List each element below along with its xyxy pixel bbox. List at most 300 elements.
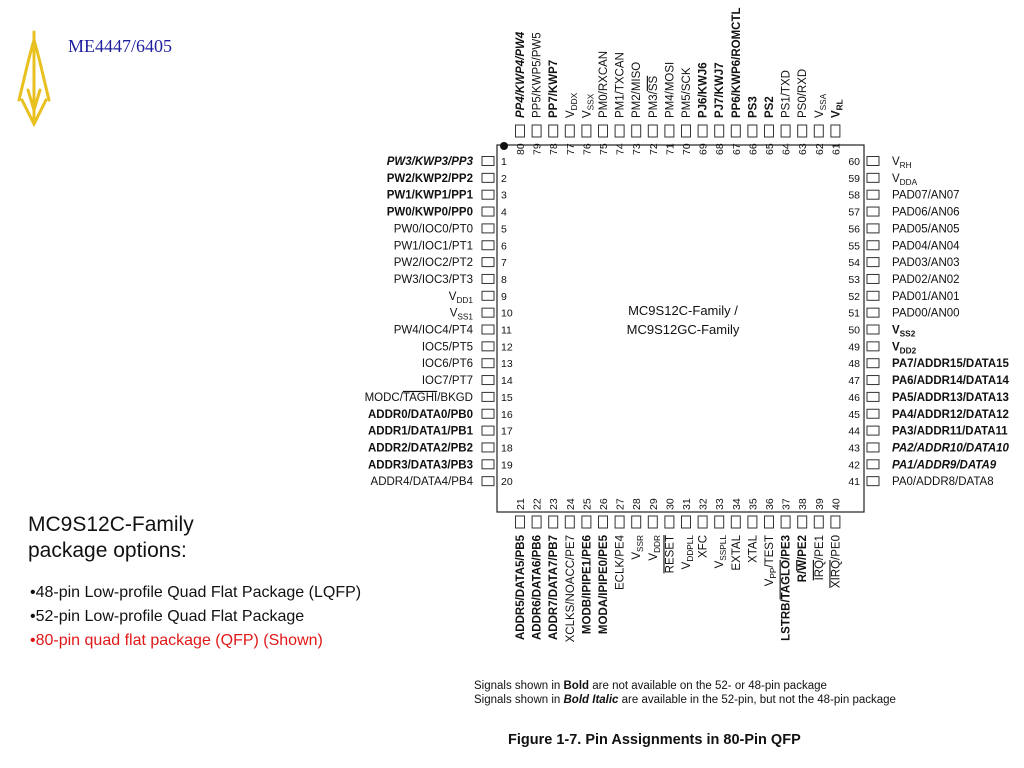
pin-top-79 [532, 32, 544, 155]
pin-label: VSS2 [892, 324, 916, 339]
pin-top-78 [548, 60, 560, 155]
pin-bottom-38 [797, 498, 809, 582]
pin-right-56 [848, 223, 959, 235]
pin-number: 24 [564, 498, 577, 510]
pin-lead [482, 224, 494, 233]
pin-right-50 [848, 325, 915, 339]
pin-lead [482, 274, 494, 283]
pin-number: 7 [501, 257, 507, 270]
pin-label: PJ7/KWJ7 [714, 62, 727, 118]
pin-number: 5 [501, 223, 507, 236]
pin-label: PM0/RXCAN [598, 50, 610, 118]
pin-label: ADDR7/DATA7/PB7 [548, 535, 561, 641]
pin-lead [867, 157, 879, 166]
pin-top-61 [830, 99, 844, 155]
pin-top-63 [797, 69, 809, 155]
pin-number: 21 [515, 498, 527, 510]
pin-lead [615, 125, 624, 137]
pin-left-2 [387, 173, 507, 185]
pin-label: VSSX [581, 93, 596, 118]
pin-number: 48 [848, 358, 860, 371]
pin-left-3 [387, 190, 507, 202]
course-label: ME4447/6405 [68, 36, 173, 56]
pin-lead [615, 516, 624, 528]
pin-lead [482, 308, 494, 317]
pin-number: 19 [501, 459, 513, 472]
pin-label: VRL [830, 99, 845, 118]
pin-number: 25 [581, 498, 594, 510]
pin-number: 37 [780, 498, 793, 510]
pin-lead [798, 125, 807, 137]
pin-number: 39 [813, 498, 826, 510]
pin-top-76 [581, 93, 595, 155]
package-option-52: •52-pin Low-profile Quad Flat Package [30, 608, 305, 625]
pin-right-42 [848, 459, 996, 471]
pin-label: PM3/SS [647, 75, 660, 118]
pin-number: 32 [697, 498, 710, 510]
pin-label: PP5/KWP5/PW5 [531, 32, 544, 118]
pin-number: 64 [780, 143, 793, 155]
pin-right-60 [848, 156, 911, 170]
pin-lead [748, 125, 757, 137]
pin-top-69 [698, 62, 710, 155]
pin-number: 14 [501, 375, 513, 388]
pin-top-80 [515, 31, 527, 155]
pin-bottom-26 [598, 498, 610, 634]
pin-label: PAD01/AN01 [892, 290, 960, 303]
pin-label: PS1/TXD [780, 70, 793, 118]
pin-lead [565, 516, 574, 528]
pin-label: PS3 [747, 96, 760, 118]
pin-label: PW2/IOC2/PT2 [393, 257, 473, 270]
pin-number: 49 [848, 341, 860, 354]
pin-lead [715, 125, 724, 137]
pin-number: 47 [848, 375, 860, 388]
pin-lead [731, 516, 740, 528]
pin-right-58 [848, 190, 959, 202]
pin-number: 66 [747, 143, 760, 155]
pin-lead [867, 308, 879, 317]
pin-label: VRH [892, 156, 912, 170]
pin-lead [632, 516, 641, 528]
pin-lead [549, 516, 558, 528]
pin-lead [482, 258, 494, 267]
pin-lead [482, 426, 494, 435]
pin-bottom-25 [581, 498, 593, 634]
pin-top-77 [565, 92, 579, 155]
pin-right-44 [848, 426, 1008, 438]
pin-label: PW4/IOC4/PT4 [393, 324, 473, 337]
pin-label: PAD03/AN03 [892, 257, 960, 270]
pin-lead [599, 516, 608, 528]
pin-label: EXTAL [730, 535, 743, 571]
pin-lead [867, 241, 879, 250]
pin1-marker [500, 142, 508, 150]
pin-lead [482, 325, 494, 334]
pin-lead [682, 125, 691, 137]
pin-top-75 [598, 51, 610, 155]
pin-lead [532, 125, 541, 137]
pin-label: PW1/KWP1/PP1 [386, 189, 473, 202]
pin-lead [781, 125, 790, 137]
pin-number: 61 [830, 143, 843, 155]
pin-label: MODB/IPIPE1/PE6 [581, 535, 594, 635]
pin-number: 43 [848, 442, 860, 455]
pin-lead [482, 207, 494, 216]
pin-number: 52 [848, 290, 860, 303]
pin-number: 56 [848, 223, 860, 236]
pin-number: 23 [548, 498, 561, 510]
pin-lead [867, 325, 879, 334]
pin-lead [765, 516, 774, 528]
pin-lead [482, 342, 494, 351]
pin-right-49 [848, 341, 916, 355]
pin-top-62 [814, 93, 828, 155]
pin-lead [682, 516, 691, 528]
pin-number: 26 [598, 498, 610, 510]
pin-lead [814, 125, 823, 137]
pin-left-11 [394, 325, 512, 337]
pin-label: IOC7/PT7 [421, 375, 473, 388]
pin-label: MODC/TAGHI/BKGD [364, 391, 473, 404]
pin-label: XFC [697, 535, 710, 558]
pin-number: 30 [664, 498, 677, 510]
pin-lead [599, 125, 608, 137]
pin-lead [482, 291, 494, 300]
pin-top-68 [714, 62, 726, 155]
pin-lead [516, 125, 525, 137]
pin-lead [482, 409, 494, 418]
pin-lead [867, 359, 879, 368]
pin-number: 18 [501, 442, 513, 455]
pin-number: 2 [501, 172, 507, 185]
pin-number: 65 [764, 143, 776, 155]
pin-number: 29 [647, 498, 660, 510]
pin-number: 8 [501, 273, 507, 286]
pin-lead [698, 125, 707, 137]
pin-number: 62 [813, 143, 826, 155]
pin-label: VDDA [892, 172, 918, 187]
pin-number: 68 [714, 143, 727, 155]
pin-bottom-22 [532, 498, 544, 640]
pin-label: PW0/IOC0/PT0 [393, 223, 473, 236]
pin-bottom-33 [714, 498, 728, 568]
pin-number: 55 [848, 240, 860, 253]
pin-number: 33 [714, 498, 727, 510]
pin-label: PA0/ADDR8/DATA8 [892, 476, 994, 489]
pin-number: 76 [581, 143, 594, 155]
pin-label: ADDR0/DATA0/PB0 [367, 408, 473, 421]
pin-label: VSSA [813, 93, 828, 118]
pin-number: 16 [501, 408, 513, 421]
pin-lead [482, 173, 494, 182]
legend-notes [474, 679, 896, 707]
pin-number: 74 [614, 143, 627, 155]
pin-lead [814, 516, 823, 528]
pin-lead [482, 392, 494, 401]
pin-lead [748, 516, 757, 528]
pin-right-45 [848, 409, 1009, 421]
pin-number: 79 [531, 143, 544, 155]
pin-label: ADDR2/DATA2/PB2 [367, 442, 473, 455]
pin-number: 15 [501, 391, 513, 404]
pin-label: VDDR [647, 535, 662, 561]
pin-number: 45 [848, 408, 860, 421]
pin-label: LSTRB/TAGLO/PE3 [780, 535, 793, 641]
pin-number: 11 [501, 324, 512, 337]
pin-label: RESET [664, 535, 677, 574]
pin-label: PP4/KWP4/PW4 [515, 31, 527, 118]
pin-left-8 [394, 274, 507, 286]
pin-label: VDDPLL [681, 535, 695, 570]
pins-top [515, 7, 844, 155]
pin-bottom-24 [565, 498, 577, 642]
pin-number: 40 [830, 498, 843, 510]
pin-number: 17 [501, 425, 513, 438]
pin-number: 78 [548, 143, 561, 155]
pin-label: VDD1 [448, 290, 473, 305]
pin-lead [798, 516, 807, 528]
pin-label: PM4/MOSI [664, 61, 677, 118]
pin-number: 50 [848, 324, 860, 337]
pin-lead [482, 241, 494, 250]
pin-right-47 [848, 375, 1009, 387]
pin-lead [867, 376, 879, 385]
pin-label: PA5/ADDR13/DATA13 [892, 391, 1009, 404]
pin-lead [867, 392, 879, 401]
pin-lead [867, 460, 879, 469]
pin-lead [648, 125, 657, 137]
package-option-80: •80-pin quad flat package (QFP) (Shown) [30, 632, 323, 649]
pin-label: ADDR4/DATA4/PB4 [370, 476, 473, 489]
pin-right-52 [848, 291, 959, 303]
pin-lead [482, 376, 494, 385]
pin-lead [831, 125, 840, 137]
pin-top-67 [731, 7, 743, 155]
pin-label: PW0/KWP0/PP0 [386, 206, 473, 219]
pin-number: 36 [764, 498, 776, 510]
pin-right-48 [848, 358, 1009, 370]
pin-bottom-21 [515, 498, 527, 640]
pin-label: ADDR3/DATA3/PB3 [367, 459, 473, 472]
pin-label: PJ6/KWJ6 [697, 62, 710, 118]
pin-lead [482, 359, 494, 368]
pin-bottom-39 [814, 498, 826, 580]
pin-lead [831, 516, 840, 528]
pin-right-51 [848, 308, 959, 320]
pin-number: 41 [848, 476, 860, 489]
pin-lead [867, 342, 879, 351]
pin-lead [731, 125, 740, 137]
pin-lead [565, 125, 574, 137]
pin-label: VSSPLL [714, 535, 728, 569]
pin-number: 58 [848, 189, 860, 202]
pin-lead [482, 477, 494, 486]
pin-number: 73 [631, 143, 644, 155]
pin-right-59 [848, 173, 917, 187]
pin-label: PW3/IOC3/PT3 [393, 273, 473, 286]
pin-label: PA6/ADDR14/DATA14 [892, 375, 1009, 388]
pin-label: PA3/ADDR11/DATA11 [892, 425, 1008, 438]
pin-label: ADDR1/DATA1/PB1 [367, 425, 473, 438]
pin-number: 59 [848, 172, 860, 185]
pin-label: MODA/IPIPE0/PE5 [598, 535, 610, 635]
legend-note-bold: Signals shown in Bold are not available on the 52- or 48-pin package [474, 680, 827, 692]
pin-bottom-35 [747, 498, 759, 563]
pin-number: 12 [501, 341, 513, 354]
pin-bottom-28 [631, 498, 645, 560]
pin-right-57 [848, 207, 959, 219]
pin-label: PAD00/AN00 [892, 307, 960, 320]
pin-label: ADDR5/DATA5/PB5 [515, 535, 527, 641]
pin-lead [867, 207, 879, 216]
pin-number: 38 [797, 498, 810, 510]
pin-number: 27 [614, 498, 627, 510]
pin-label: PA2/ADDR10/DATA10 [892, 442, 1009, 455]
pin-lead [532, 516, 541, 528]
pin-left-5 [394, 223, 507, 235]
pin-number: 57 [848, 206, 860, 219]
pin-number: 22 [531, 498, 544, 510]
pin-lead [482, 157, 494, 166]
pin-top-66 [747, 96, 759, 155]
pin-right-53 [848, 274, 959, 286]
pin-lead [867, 173, 879, 182]
pin-left-1 [387, 156, 507, 168]
pins-left [365, 156, 513, 488]
pin-lead [867, 258, 879, 267]
pin-number: 63 [797, 143, 810, 155]
pin-number: 67 [730, 143, 743, 155]
pin-label: PM1/TXCAN [614, 52, 627, 118]
pin-label: XTAL [747, 535, 760, 563]
pin-number: 60 [848, 156, 860, 168]
pin-bottom-34 [731, 498, 743, 570]
pin-label: VSS1 [449, 307, 473, 322]
pin-lead [867, 224, 879, 233]
pin-number: 3 [501, 189, 507, 202]
pin-top-65 [764, 96, 776, 155]
pin-top-64 [781, 70, 793, 155]
pin-number: 71 [664, 143, 677, 155]
pin-number: 1 [501, 156, 507, 168]
pin-number: 31 [681, 498, 693, 510]
pin-lead [698, 516, 707, 528]
pin-top-73 [631, 62, 643, 155]
pin-label: PP7/KWP7 [548, 59, 561, 118]
pin-bottom-23 [548, 498, 560, 640]
pin-number: 10 [501, 307, 513, 320]
pin-label: VSSR [631, 535, 645, 560]
pin-number: 77 [564, 143, 577, 155]
pin-bottom-30 [664, 498, 676, 573]
pin-bottom-37 [781, 498, 793, 641]
pin-number: 54 [848, 257, 860, 270]
pins-right [848, 156, 1009, 488]
pin-number: 69 [697, 143, 710, 155]
pin-label: PAD04/AN04 [892, 240, 960, 253]
pin-label: ECLK/PE4 [614, 535, 627, 590]
pin-label: IRQ/PE1 [813, 535, 826, 581]
pin-label: PAD06/AN06 [892, 206, 960, 219]
pin-number: 53 [848, 273, 860, 286]
pin-label: VDDX [564, 92, 579, 118]
pin-lead [632, 125, 641, 137]
pin-left-19 [368, 459, 513, 471]
pin-lead [867, 409, 879, 418]
pin-bottom-32 [698, 498, 710, 558]
pin-top-70 [681, 67, 693, 155]
pin-left-4 [387, 207, 507, 219]
pin-label: PW2/KWP2/PP2 [386, 172, 473, 185]
pin-label: PA7/ADDR15/DATA15 [892, 358, 1009, 371]
pin-lead [867, 426, 879, 435]
pin-label: PAD05/AN05 [892, 223, 960, 236]
chip-name-line: MC9S12GC-Family [626, 322, 740, 337]
pin-lead [648, 516, 657, 528]
pin-label: VPP/TEST [764, 535, 778, 587]
pin-label: XIRQ/PE0 [830, 535, 843, 589]
pin-lead [665, 516, 674, 528]
pin-left-15 [365, 392, 513, 404]
pin-number: 20 [501, 476, 513, 489]
pin-label: IOC6/PT6 [421, 358, 473, 371]
pin-label: IOC5/PT5 [421, 341, 473, 354]
pin-number: 28 [631, 498, 644, 510]
figure-caption: Figure 1-7. Pin Assignments in 80-Pin QFP [508, 732, 801, 748]
pin-lead [715, 516, 724, 528]
pin-label: PW1/IOC1/PT1 [393, 240, 473, 253]
pin-lead [482, 443, 494, 452]
family-title-line: MC9S12C-Family [28, 513, 194, 536]
pin-label: PA4/ADDR12/DATA12 [892, 408, 1009, 421]
pin-label: PS2 [764, 96, 776, 118]
pin-label: PM5/SCK [681, 67, 693, 118]
pin-lead [781, 516, 790, 528]
pin-lead [867, 477, 879, 486]
pin-lead [867, 274, 879, 283]
pin-top-71 [664, 62, 676, 155]
pin-label: PA1/ADDR9/DATA9 [892, 459, 997, 472]
pin-lead [482, 460, 494, 469]
pin-left-17 [368, 426, 513, 438]
pin-lead [549, 125, 558, 137]
pin-lead [665, 125, 674, 137]
pin-number: 44 [848, 425, 860, 438]
pin-number: 35 [747, 498, 760, 510]
pin-number: 70 [681, 143, 693, 155]
pin-label: ADDR6/DATA6/PB6 [531, 535, 544, 641]
pin-lead [582, 125, 591, 137]
pin-lead [867, 443, 879, 452]
pin-number: 9 [501, 290, 507, 303]
pin-label: PAD02/AN02 [892, 273, 960, 286]
pin-label: XCLKS/NOACC/PE7 [564, 535, 577, 643]
pin-number: 34 [730, 498, 743, 510]
pin-right-55 [848, 240, 960, 252]
pin-right-43 [848, 442, 1009, 454]
pin-lead [516, 516, 525, 528]
pin-number: 13 [501, 358, 513, 371]
pin-left-7 [394, 257, 507, 269]
pin-number: 72 [647, 143, 660, 155]
pin-label: PM2/MISO [631, 61, 644, 118]
pins-bottom [515, 498, 842, 642]
pin-lead [765, 125, 774, 137]
pin-label: VDD2 [892, 341, 917, 356]
pin-number: 75 [598, 143, 610, 155]
pin-label: PP6/KWP6/ROMCTL [730, 7, 743, 118]
